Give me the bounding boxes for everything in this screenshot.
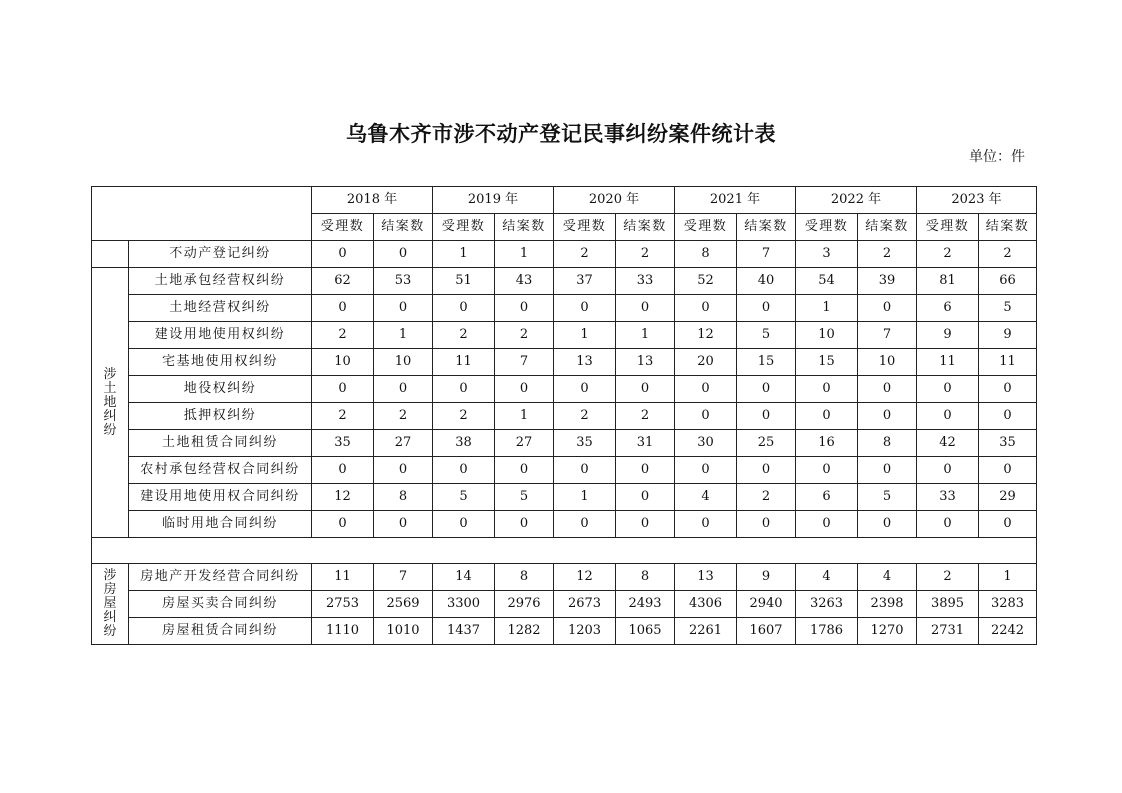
value-cell: 0 bbox=[796, 376, 858, 403]
value-cell: 5 bbox=[979, 295, 1037, 322]
value-cell: 2753 bbox=[312, 591, 374, 618]
value-cell: 0 bbox=[675, 511, 737, 538]
row-name: 建设用地使用权纠纷 bbox=[129, 322, 312, 349]
value-cell: 0 bbox=[917, 403, 979, 430]
value-cell: 0 bbox=[675, 403, 737, 430]
value-cell: 40 bbox=[737, 268, 796, 295]
value-cell: 4 bbox=[796, 564, 858, 591]
value-cell: 10 bbox=[858, 349, 917, 376]
year-header: 2023 年 bbox=[917, 187, 1037, 214]
row-name: 土地经营权纠纷 bbox=[129, 295, 312, 322]
value-cell: 7 bbox=[495, 349, 554, 376]
value-cell: 0 bbox=[433, 295, 495, 322]
value-cell: 1 bbox=[495, 241, 554, 268]
value-cell: 39 bbox=[858, 268, 917, 295]
table-row bbox=[92, 511, 1037, 538]
value-cell: 0 bbox=[675, 457, 737, 484]
value-cell: 2242 bbox=[979, 618, 1037, 645]
table-row bbox=[92, 457, 1037, 484]
value-cell: 0 bbox=[858, 457, 917, 484]
row-name: 房屋租赁合同纠纷 bbox=[129, 618, 312, 645]
value-cell: 1 bbox=[979, 564, 1037, 591]
value-cell: 0 bbox=[495, 511, 554, 538]
table-row bbox=[92, 484, 1037, 511]
value-cell: 8 bbox=[374, 484, 433, 511]
value-cell: 2 bbox=[374, 403, 433, 430]
value-cell: 0 bbox=[917, 457, 979, 484]
value-cell: 51 bbox=[433, 268, 495, 295]
year-header: 2019 年 bbox=[433, 187, 554, 214]
table-row bbox=[92, 349, 1037, 376]
value-cell: 37 bbox=[554, 268, 616, 295]
group-label-cell bbox=[92, 564, 129, 645]
value-cell: 0 bbox=[495, 376, 554, 403]
value-cell: 0 bbox=[374, 511, 433, 538]
value-cell: 8 bbox=[495, 564, 554, 591]
value-cell: 13 bbox=[616, 349, 675, 376]
group-label-cell bbox=[92, 268, 129, 538]
value-cell: 0 bbox=[858, 295, 917, 322]
value-cell: 0 bbox=[616, 295, 675, 322]
value-cell: 0 bbox=[917, 511, 979, 538]
value-cell: 0 bbox=[374, 376, 433, 403]
row-name: 地役权纠纷 bbox=[129, 376, 312, 403]
value-cell: 5 bbox=[737, 322, 796, 349]
accepted-header: 受理数 bbox=[917, 214, 979, 241]
value-cell: 0 bbox=[858, 403, 917, 430]
value-cell: 10 bbox=[374, 349, 433, 376]
value-cell: 0 bbox=[312, 295, 374, 322]
table-row bbox=[92, 241, 1037, 268]
value-cell: 53 bbox=[374, 268, 433, 295]
value-cell: 2 bbox=[554, 403, 616, 430]
value-cell: 52 bbox=[675, 268, 737, 295]
value-cell: 0 bbox=[554, 295, 616, 322]
value-cell: 15 bbox=[737, 349, 796, 376]
row-name: 宅基地使用权纠纷 bbox=[129, 349, 312, 376]
value-cell: 2673 bbox=[554, 591, 616, 618]
value-cell: 13 bbox=[554, 349, 616, 376]
value-cell: 0 bbox=[374, 295, 433, 322]
accepted-header: 受理数 bbox=[554, 214, 616, 241]
value-cell: 0 bbox=[675, 376, 737, 403]
row-name: 农村承包经营权合同纠纷 bbox=[129, 457, 312, 484]
value-cell: 1786 bbox=[796, 618, 858, 645]
value-cell: 54 bbox=[796, 268, 858, 295]
value-cell: 0 bbox=[554, 511, 616, 538]
value-cell: 5 bbox=[433, 484, 495, 511]
value-cell: 2 bbox=[312, 322, 374, 349]
value-cell: 3283 bbox=[979, 591, 1037, 618]
value-cell: 2398 bbox=[858, 591, 917, 618]
value-cell: 2 bbox=[495, 322, 554, 349]
value-cell: 10 bbox=[796, 322, 858, 349]
value-cell: 30 bbox=[675, 430, 737, 457]
year-header: 2020 年 bbox=[554, 187, 675, 214]
value-cell: 6 bbox=[796, 484, 858, 511]
value-cell: 1282 bbox=[495, 618, 554, 645]
value-cell: 0 bbox=[979, 457, 1037, 484]
value-cell: 0 bbox=[374, 241, 433, 268]
value-cell: 10 bbox=[312, 349, 374, 376]
value-cell: 11 bbox=[312, 564, 374, 591]
table-row bbox=[92, 403, 1037, 430]
value-cell: 1 bbox=[554, 484, 616, 511]
value-cell: 5 bbox=[495, 484, 554, 511]
value-cell: 1437 bbox=[433, 618, 495, 645]
row-name: 临时用地合同纠纷 bbox=[129, 511, 312, 538]
value-cell: 4 bbox=[858, 564, 917, 591]
value-cell: 8 bbox=[675, 241, 737, 268]
year-header: 2022 年 bbox=[796, 187, 917, 214]
value-cell: 12 bbox=[554, 564, 616, 591]
row-name: 房屋买卖合同纠纷 bbox=[129, 591, 312, 618]
value-cell: 2261 bbox=[675, 618, 737, 645]
value-cell: 2 bbox=[979, 241, 1037, 268]
value-cell: 0 bbox=[616, 484, 675, 511]
value-cell: 1010 bbox=[374, 618, 433, 645]
value-cell: 0 bbox=[917, 376, 979, 403]
value-cell: 7 bbox=[858, 322, 917, 349]
value-cell: 0 bbox=[616, 511, 675, 538]
value-cell: 11 bbox=[979, 349, 1037, 376]
value-cell: 11 bbox=[433, 349, 495, 376]
value-cell: 0 bbox=[858, 376, 917, 403]
value-cell: 0 bbox=[312, 241, 374, 268]
row-name: 抵押权纠纷 bbox=[129, 403, 312, 430]
spacer-cell bbox=[92, 538, 1037, 564]
row-name: 不动产登记纠纷 bbox=[129, 241, 312, 268]
year-header: 2021 年 bbox=[675, 187, 796, 214]
row-name: 建设用地使用权合同纠纷 bbox=[129, 484, 312, 511]
value-cell: 1607 bbox=[737, 618, 796, 645]
value-cell: 0 bbox=[979, 376, 1037, 403]
value-cell: 0 bbox=[616, 457, 675, 484]
value-cell: 1 bbox=[495, 403, 554, 430]
value-cell: 0 bbox=[796, 511, 858, 538]
value-cell: 20 bbox=[675, 349, 737, 376]
value-cell: 2731 bbox=[917, 618, 979, 645]
table-row bbox=[92, 268, 1037, 295]
table-row bbox=[92, 591, 1037, 618]
value-cell: 0 bbox=[312, 511, 374, 538]
value-cell: 0 bbox=[433, 376, 495, 403]
group-label: 涉房屋纠纷 bbox=[103, 568, 117, 639]
value-cell: 43 bbox=[495, 268, 554, 295]
value-cell: 2 bbox=[917, 241, 979, 268]
value-cell: 15 bbox=[796, 349, 858, 376]
closed-header: 结案数 bbox=[374, 214, 433, 241]
value-cell: 2976 bbox=[495, 591, 554, 618]
group-cell bbox=[92, 241, 129, 268]
table-row bbox=[92, 564, 1037, 591]
value-cell: 3263 bbox=[796, 591, 858, 618]
value-cell: 1 bbox=[374, 322, 433, 349]
value-cell: 2 bbox=[858, 241, 917, 268]
value-cell: 2 bbox=[917, 564, 979, 591]
table-row bbox=[92, 295, 1037, 322]
value-cell: 35 bbox=[554, 430, 616, 457]
value-cell: 16 bbox=[796, 430, 858, 457]
value-cell: 1270 bbox=[858, 618, 917, 645]
value-cell: 42 bbox=[917, 430, 979, 457]
value-cell: 3300 bbox=[433, 591, 495, 618]
statistics-table bbox=[91, 186, 1037, 645]
value-cell: 5 bbox=[858, 484, 917, 511]
unit-label: 单位：件 bbox=[969, 149, 1025, 165]
value-cell: 12 bbox=[675, 322, 737, 349]
spacer-row bbox=[92, 538, 1037, 564]
accepted-header: 受理数 bbox=[796, 214, 858, 241]
value-cell: 81 bbox=[917, 268, 979, 295]
value-cell: 27 bbox=[374, 430, 433, 457]
table-row bbox=[92, 376, 1037, 403]
value-cell: 9 bbox=[979, 322, 1037, 349]
value-cell: 62 bbox=[312, 268, 374, 295]
value-cell: 7 bbox=[374, 564, 433, 591]
value-cell: 1110 bbox=[312, 618, 374, 645]
page-title: 乌鲁木齐市涉不动产登记民事纠纷案件统计表 bbox=[346, 121, 776, 146]
value-cell: 0 bbox=[675, 295, 737, 322]
value-cell: 35 bbox=[979, 430, 1037, 457]
closed-header: 结案数 bbox=[616, 214, 675, 241]
value-cell: 0 bbox=[374, 457, 433, 484]
value-cell: 13 bbox=[675, 564, 737, 591]
value-cell: 0 bbox=[737, 511, 796, 538]
value-cell: 6 bbox=[917, 295, 979, 322]
group-label: 涉土地纠纷 bbox=[103, 366, 117, 438]
value-cell: 2 bbox=[554, 241, 616, 268]
value-cell: 0 bbox=[796, 457, 858, 484]
value-cell: 0 bbox=[737, 457, 796, 484]
value-cell: 2940 bbox=[737, 591, 796, 618]
value-cell: 27 bbox=[495, 430, 554, 457]
value-cell: 14 bbox=[433, 564, 495, 591]
accepted-header: 受理数 bbox=[312, 214, 374, 241]
value-cell: 29 bbox=[979, 484, 1037, 511]
value-cell: 4 bbox=[675, 484, 737, 511]
value-cell: 2 bbox=[312, 403, 374, 430]
row-name: 土地租赁合同纠纷 bbox=[129, 430, 312, 457]
value-cell: 8 bbox=[616, 564, 675, 591]
value-cell: 0 bbox=[554, 457, 616, 484]
closed-header: 结案数 bbox=[858, 214, 917, 241]
value-cell: 0 bbox=[737, 376, 796, 403]
value-cell: 0 bbox=[858, 511, 917, 538]
value-cell: 1 bbox=[433, 241, 495, 268]
value-cell: 2569 bbox=[374, 591, 433, 618]
value-cell: 0 bbox=[312, 376, 374, 403]
value-cell: 0 bbox=[433, 457, 495, 484]
value-cell: 38 bbox=[433, 430, 495, 457]
value-cell: 12 bbox=[312, 484, 374, 511]
value-cell: 33 bbox=[917, 484, 979, 511]
value-cell: 2 bbox=[616, 241, 675, 268]
value-cell: 0 bbox=[737, 403, 796, 430]
value-cell: 1 bbox=[554, 322, 616, 349]
value-cell: 9 bbox=[917, 322, 979, 349]
value-cell: 0 bbox=[737, 295, 796, 322]
value-cell: 1 bbox=[616, 322, 675, 349]
value-cell: 2 bbox=[433, 403, 495, 430]
value-cell: 2 bbox=[616, 403, 675, 430]
value-cell: 3895 bbox=[917, 591, 979, 618]
value-cell: 0 bbox=[312, 457, 374, 484]
value-cell: 2 bbox=[737, 484, 796, 511]
value-cell: 35 bbox=[312, 430, 374, 457]
value-cell: 9 bbox=[737, 564, 796, 591]
closed-header: 结案数 bbox=[495, 214, 554, 241]
value-cell: 2 bbox=[433, 322, 495, 349]
value-cell: 1065 bbox=[616, 618, 675, 645]
value-cell: 0 bbox=[433, 511, 495, 538]
value-cell: 11 bbox=[917, 349, 979, 376]
row-name: 房地产开发经营合同纠纷 bbox=[129, 564, 312, 591]
value-cell: 33 bbox=[616, 268, 675, 295]
value-cell: 66 bbox=[979, 268, 1037, 295]
value-cell: 3 bbox=[796, 241, 858, 268]
accepted-header: 受理数 bbox=[433, 214, 495, 241]
value-cell: 0 bbox=[495, 295, 554, 322]
value-cell: 0 bbox=[979, 403, 1037, 430]
year-header: 2018 年 bbox=[312, 187, 433, 214]
value-cell: 31 bbox=[616, 430, 675, 457]
value-cell: 8 bbox=[858, 430, 917, 457]
row-name: 土地承包经营权纠纷 bbox=[129, 268, 312, 295]
closed-header: 结案数 bbox=[979, 214, 1037, 241]
header-year-row bbox=[92, 187, 1037, 214]
closed-header: 结案数 bbox=[737, 214, 796, 241]
value-cell: 0 bbox=[554, 376, 616, 403]
table-row bbox=[92, 322, 1037, 349]
value-cell: 0 bbox=[495, 457, 554, 484]
value-cell: 0 bbox=[979, 511, 1037, 538]
value-cell: 1 bbox=[796, 295, 858, 322]
table-row bbox=[92, 430, 1037, 457]
header-corner-cell bbox=[92, 187, 312, 241]
value-cell: 2493 bbox=[616, 591, 675, 618]
value-cell: 7 bbox=[737, 241, 796, 268]
value-cell: 4306 bbox=[675, 591, 737, 618]
value-cell: 25 bbox=[737, 430, 796, 457]
accepted-header: 受理数 bbox=[675, 214, 737, 241]
value-cell: 0 bbox=[616, 376, 675, 403]
value-cell: 1203 bbox=[554, 618, 616, 645]
value-cell: 0 bbox=[796, 403, 858, 430]
table-row bbox=[92, 618, 1037, 645]
